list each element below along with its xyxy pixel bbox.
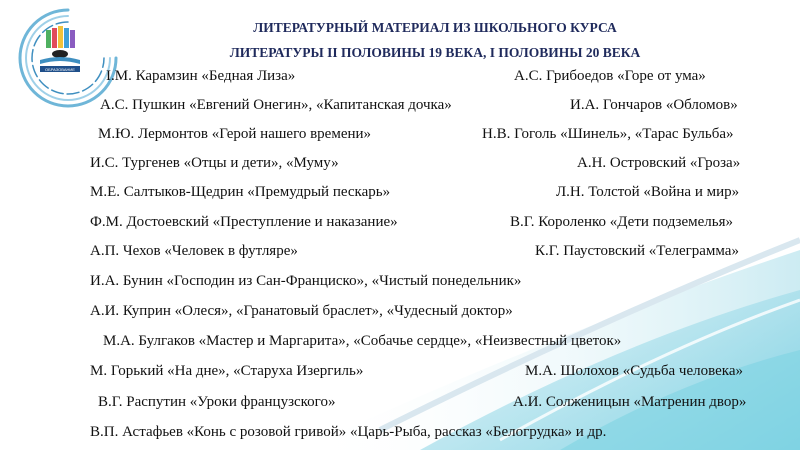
list-item-right: И.А. Гончаров «Обломов»: [570, 97, 738, 113]
list-item-left: I.М. Карамзин «Бедная Лиза»: [106, 68, 296, 84]
list-item-left: М. Горький «На дне», «Старуха Изергиль»: [90, 363, 364, 379]
list-item-left: М.Е. Салтыков-Щедрин «Премудрый пескарь»: [90, 184, 391, 200]
list-item-left: В.Г. Распутин «Уроки французского»: [98, 394, 336, 410]
list-item-right: В.Г. Короленко «Дети подземелья»: [510, 214, 734, 230]
svg-text:ОБРАЗОВАНИЕ: ОБРАЗОВАНИЕ: [45, 67, 75, 72]
list-item-right: Л.Н. Толстой «Война и мир»: [556, 184, 740, 200]
list-item-left: А.С. Пушкин «Евгений Онегин», «Капитанская дочка»: [100, 97, 452, 113]
list-item-left: Ф.М. Достоевский «Преступление и наказание»: [90, 214, 398, 230]
list-item-left: В.П. Астафьев «Конь с розовой гривой» «Царь-Рыба, рассказ «Белогрудка» и др.: [90, 424, 607, 440]
list-item-left: А.И. Куприн «Олеся», «Гранатовый браслет», «Чудесный доктор»: [90, 303, 513, 319]
list-item-right: М.А. Шолохов «Судьба человека»: [525, 363, 743, 379]
list-item-right: А.Н. Островский «Гроза»: [577, 155, 741, 171]
list-item-right: А.И. Солженицын «Матренин двор»: [513, 394, 747, 410]
slide-title-line-2: ЛИТЕРАТУРЫ II ПОЛОВИНЫ 19 ВЕКА, I ПОЛОВИНЫ 20 ВЕКА: [229, 45, 641, 60]
list-item-right: А.С. Грибоедов «Горе от ума»: [514, 68, 706, 84]
list-item-left: М.Ю. Лермонтов «Герой нашего времени»: [98, 126, 372, 142]
list-item-left: И.С. Тургенев «Отцы и дети», «Муму»: [90, 155, 339, 171]
list-item-right: Н.В. Гоголь «Шинель», «Тарас Бульба»: [482, 126, 734, 142]
list-item-left: А.П. Чехов «Человек в футляре»: [90, 243, 298, 259]
slide-title-line-1: ЛИТЕРАТУРНЫЙ МАТЕРИАЛ ИЗ ШКОЛЬНОГО КУРСА: [253, 20, 617, 35]
list-item-left: М.А. Булгаков «Мастер и Маргарита», «Собачье сердце», «Неизвестный цветок»: [103, 333, 622, 349]
list-item-left: И.А. Бунин «Господин из Сан-Франциско», «Чистый понедельник»: [90, 273, 522, 289]
list-item-right: К.Г. Паустовский «Телеграмма»: [535, 243, 739, 259]
